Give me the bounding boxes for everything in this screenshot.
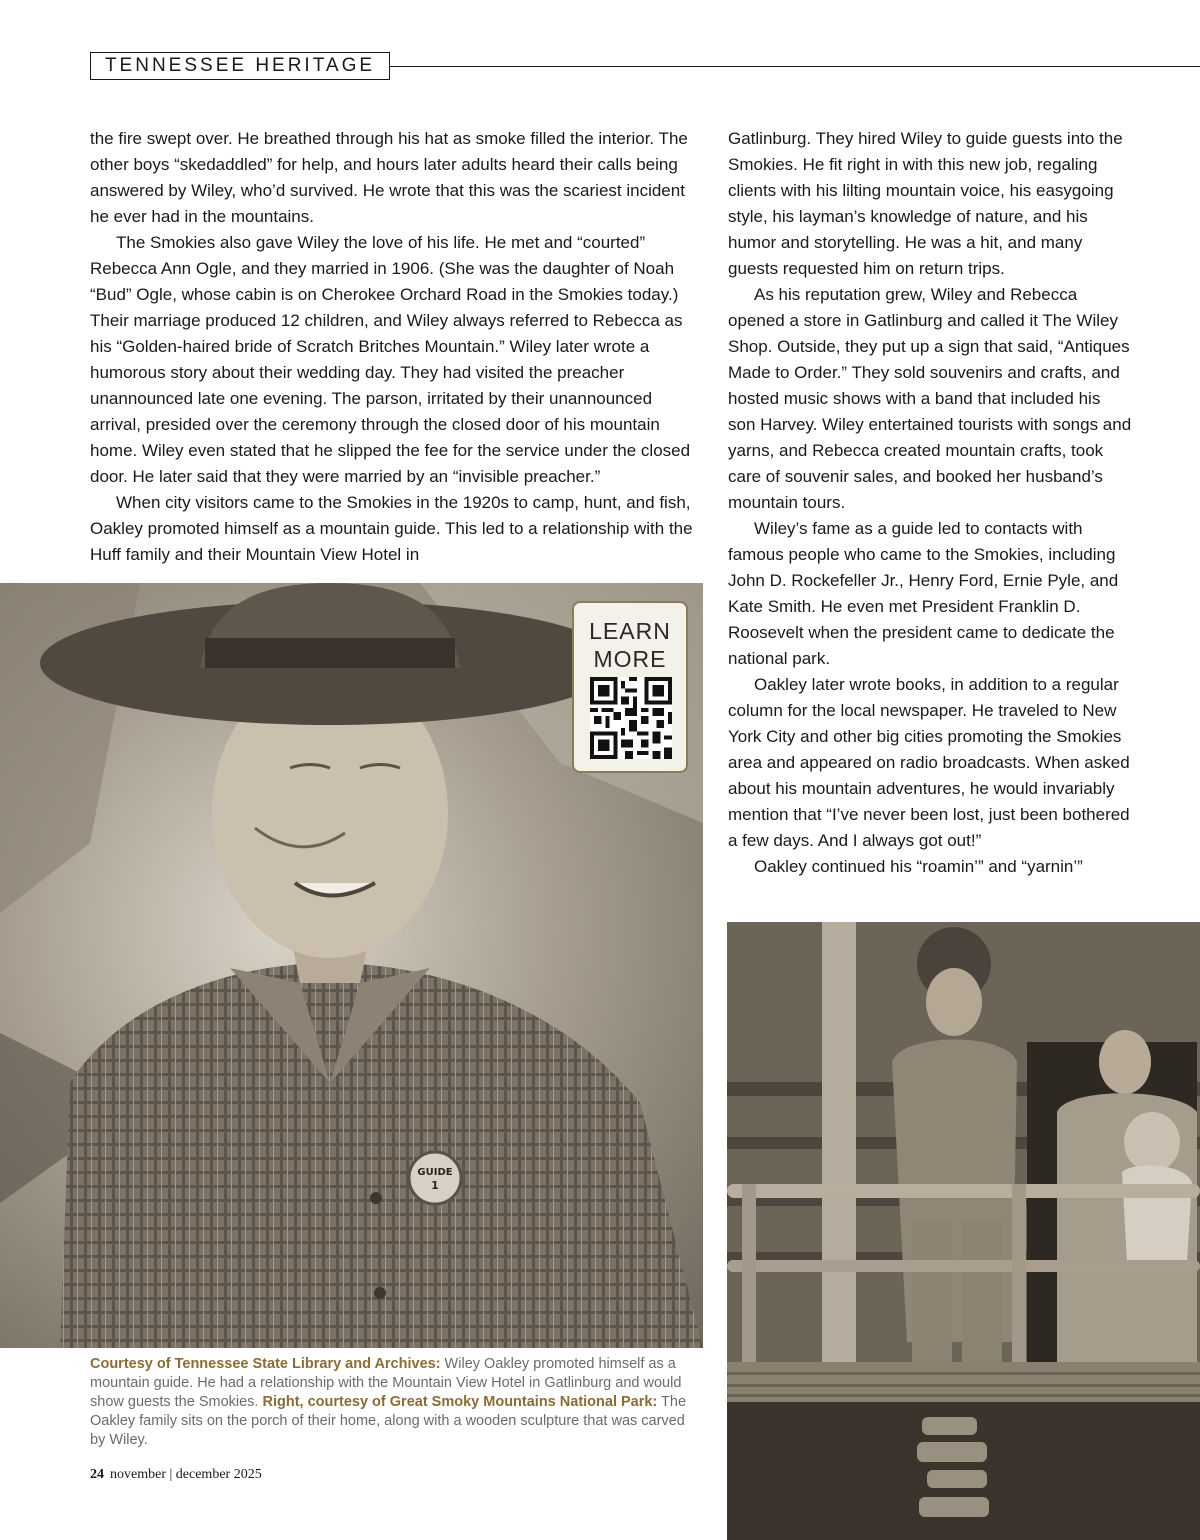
caption-text-left: Wiley Oakley promoted himself as a mountain guide. He had a relationship with the Mountain View Hotel in Gatlinburg and would show guests the Smokies. bbox=[90, 1356, 682, 1410]
page-number: 24 bbox=[90, 1467, 104, 1482]
paragraph: the fire swept over. He breathed through his hat as smoke filled the interior. The other boys “skedaddled” for help, and hours later adults heard their calls being answered by Wiley, who’d survived. He wrote that this was the scariest incident he ever had in the mountains. bbox=[90, 129, 688, 226]
badge-text-1: GUIDE bbox=[417, 1167, 453, 1178]
family-porch-photo bbox=[727, 922, 1200, 1540]
paragraph: As his reputation grew, Wiley and Rebecca opened a store in Gatlinburg and called it The Wiley Shop. Outside, they put up a sign that said, “Antiques Made to Order.” They sold souvenirs and crafts, and hosted music shows with a band that included his son Harvey. Wiley entertained tourists with songs and yarns, and Rebecca created mountain crafts, took care of souvenir sales, and booked her husband’s mountain tours. bbox=[728, 285, 1132, 512]
article-column-right bbox=[728, 126, 1132, 880]
page-footer bbox=[90, 1467, 262, 1483]
paragraph: Wiley’s fame as a guide led to contacts with famous people who came to the Smokies, including John D. Rockefeller Jr., Henry Ford, Ernie Pyle, and Kate Smith. He even met President Franklin D. Roosevelt when the president came to dedicate the national park. bbox=[728, 519, 1119, 668]
caption-text-right: The Oakley family sits on the porch of their home, along with a wooden sculpture that was carved by Wiley. bbox=[90, 1394, 687, 1448]
learn-label: LEARN bbox=[589, 618, 671, 644]
qr-learn-more-panel[interactable] bbox=[572, 601, 688, 773]
paragraph: Gatlinburg. They hired Wiley to guide guests into the Smokies. He fit right in with this new job, regaling clients with his lilting mountain voice, his easygoing style, his layman’s knowledge of nature, and his humor and storytelling. He was a hit, and many guests requested him on return trips. bbox=[728, 129, 1123, 278]
section-label-text: TENNESSEE HERITAGE bbox=[104, 55, 376, 76]
paragraph: When city visitors came to the Smokies in the 1920s to camp, hunt, and fish, Oakley promoted himself as a mountain guide. This led to a relationship with the Huff family and their Mountain View Hotel in bbox=[90, 493, 693, 564]
photo-caption bbox=[90, 1355, 702, 1450]
caption-credit-right: Right, courtesy of Great Smoky Mountains National Park: bbox=[262, 1394, 658, 1410]
paragraph: The Smokies also gave Wiley the love of his life. He met and “courted” Rebecca Ann Ogle, and they married in 1906. (She was the daughter of Noah “Bud” Ogle, whose cabin is on Cherokee Orchard Road in the Smokies today.) Their marriage produced 12 children, and Wiley always referred to Rebecca as his “Golden-haired bride of Scratch Britches Mountain.” Wiley later wrote a humorous story about their wedding day. They had visited the preacher unannounced late one evening. The parson, irritated by their unannounced arrival, presided over the ceremony through the closed door of his mountain home. Wiley even stated that he slipped the fee for the service under the closed door. He later said that they were married by an “invisible preacher.” bbox=[90, 233, 691, 486]
article-column-left bbox=[90, 126, 702, 568]
family-porch-illustration bbox=[727, 922, 1200, 1540]
more-label: MORE bbox=[593, 646, 667, 672]
caption-credit-left: Courtesy of Tennessee State Library and Archives: bbox=[90, 1356, 441, 1372]
issue-date: november | december 2025 bbox=[110, 1467, 262, 1482]
paragraph: Oakley continued his “roamin’” and “yarnin’” bbox=[754, 857, 1083, 876]
section-label bbox=[90, 52, 390, 80]
badge-text-2: 1 bbox=[431, 1179, 439, 1192]
header-rule bbox=[390, 66, 1200, 67]
paragraph: Oakley later wrote books, in addition to a regular column for the local newspaper. He traveled to New York City and other big cities promoting the Smokies area and appeared on radio broadcasts. When asked about his mountain adventures, he would invariably mention that “I’ve never been lost, just been bothered a few days. And I always got out!” bbox=[728, 675, 1130, 850]
qr-code-icon[interactable] bbox=[590, 677, 672, 759]
